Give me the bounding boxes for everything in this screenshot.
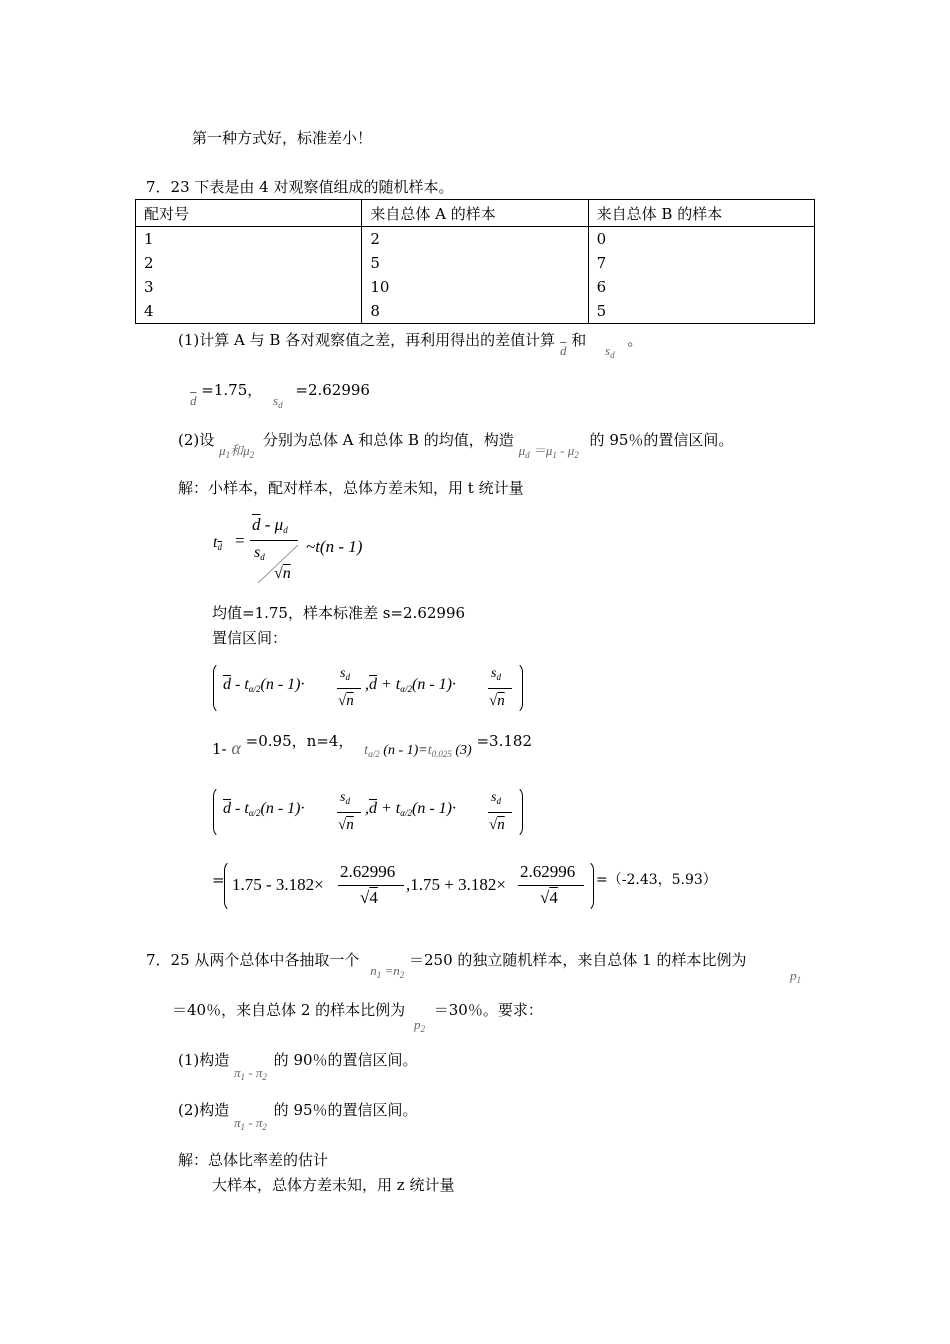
ci-result: =（-2.43，5.93）	[596, 872, 717, 888]
table-cell: 2	[136, 251, 362, 275]
table-cell: 8	[362, 299, 588, 324]
q725-title: 7．25 从两个总体中各抽取一个 $n_1 =n_2 =250$ 的独立随机样本，来自总体 1 的样本比例为	[146, 951, 747, 980]
table-cell: 7	[588, 251, 814, 275]
table-cell: 10	[362, 275, 588, 299]
q725-solution: 解：总体比率差的估计	[178, 1151, 329, 1169]
header-sample-a: 来自总体 A 的样本	[362, 200, 588, 227]
header-sample-b: 来自总体 B 的样本	[588, 200, 814, 227]
q725-part2: (2)构造 $\pi_1 - \pi_2$ 的 95％的置信区间。	[178, 1101, 418, 1132]
q725-line2: ＝40％，来自总体 2 的样本比例为 $p_2 =30$％。要求：	[172, 1001, 543, 1034]
q723-title: 7．23 下表是由 4 对观察值组成的随机样本。	[146, 178, 454, 196]
q725-part1: (1)构造 $\pi_1 - \pi_2$ 的 90％的置信区间。	[178, 1051, 418, 1082]
table-cell: 3	[136, 275, 362, 299]
q723-part2: (2)设 $\mu_1$和$\mu_2$ 分别为总体 A 和总体 B 的均值，构造 $\mu_d =\mu_1 - \mu_2$ 的 95％的置信区间。	[178, 431, 734, 460]
table-cell: 1	[136, 227, 362, 252]
table-cell: 4	[136, 299, 362, 324]
q723-part1: (1)计算 A 与 B 各对观察值之差，再利用得出的差值计算 $\overline{d}$ 和 $s_d$ 。	[178, 331, 643, 360]
header-pair-id: 配对号	[136, 200, 362, 227]
table-cell: 6	[588, 275, 814, 299]
ci-label: 置信区间：	[212, 629, 288, 647]
conclusion-line: 第一种方式好，标准差小！	[192, 129, 373, 147]
q725-solution-detail: 大样本，总体方差未知，用 z 统计量	[212, 1176, 455, 1194]
table-cell: 5	[362, 251, 588, 275]
table-cell: 0	[588, 227, 814, 252]
alpha-line: 1- α =0.95，n=4， $t_{\alpha/2}$ $(n - 1)=t_{0.025}$ (3) =3.182	[212, 732, 532, 759]
p1-symbol: $p_1$	[790, 968, 801, 985]
mean-std-line: 均值=1.75，样本标准差 s=2.62996	[212, 604, 466, 622]
observation-table	[135, 199, 815, 324]
table-cell: 2	[362, 227, 588, 252]
q723-d-s-values: $\overline{d} =1.75$， $s_d =2.62996$	[190, 381, 370, 410]
table-cell: 5	[588, 299, 814, 324]
q723-solution: 解：小样本，配对样本，总体方差未知，用 t 统计量	[178, 479, 524, 497]
